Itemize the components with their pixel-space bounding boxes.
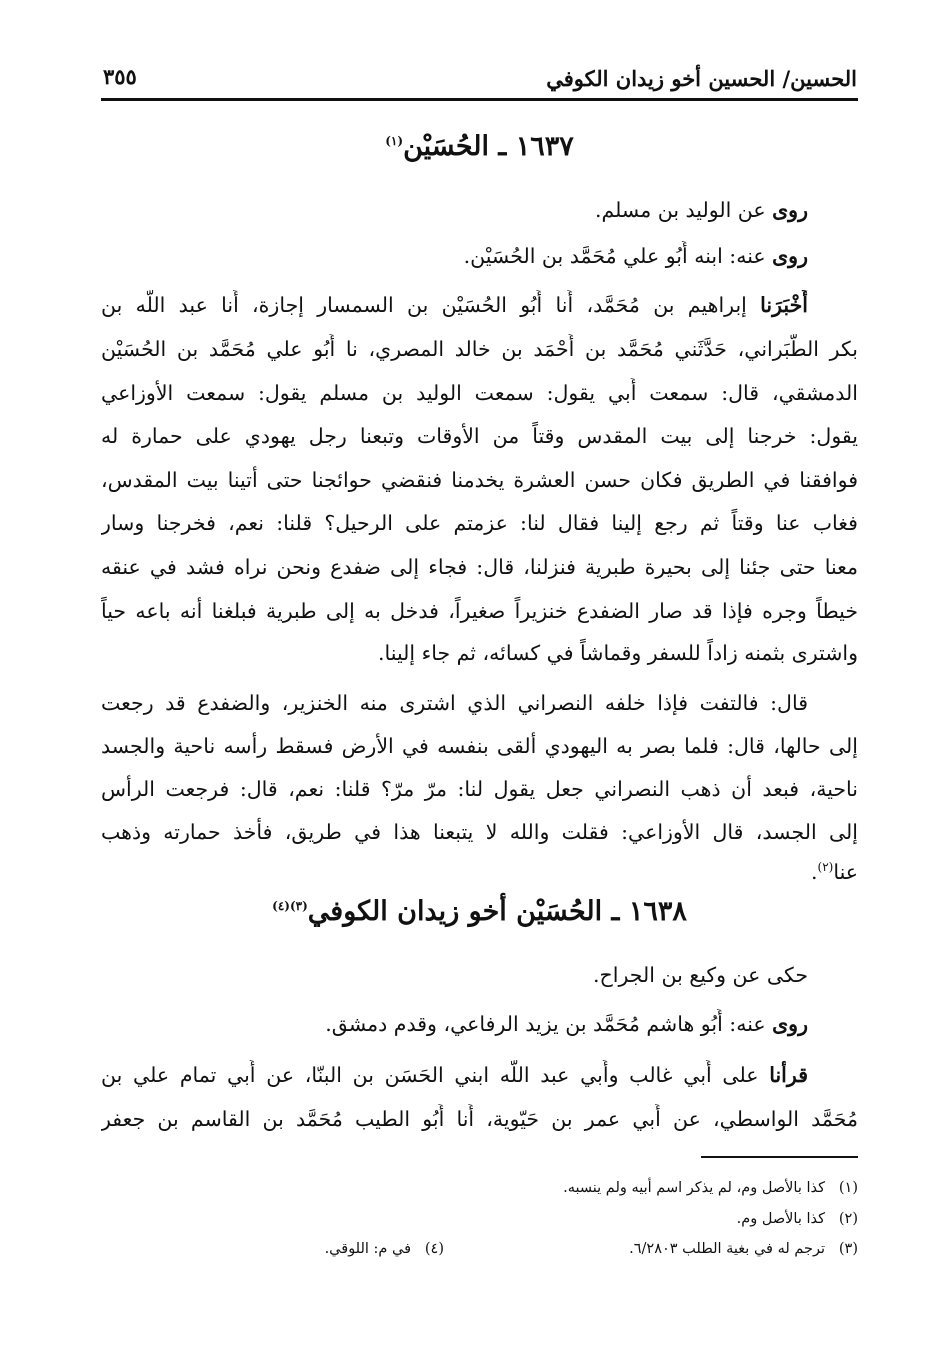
footnote-number: (٤) (424, 1241, 444, 1257)
line-text: عنا (833, 859, 858, 884)
footnote-2 (737, 1211, 858, 1227)
entry-number: ١٦٣٧ (515, 131, 574, 162)
text-line (101, 290, 858, 320)
footnote-text: في م: اللوقي. (324, 1241, 412, 1257)
text-line: يقول: خرجنا إلى بيت المقدس وقتاً من الأوقات وتبعنا رجل يهودي على حمارة له (101, 424, 858, 448)
footnote-ref: (٢) (817, 860, 834, 874)
page-number: ٣٥٥ (103, 64, 137, 89)
footnote-number: (٢) (838, 1211, 858, 1227)
keyword: روى (772, 1012, 808, 1036)
line-text: عن الوليد بن مسلم. (594, 198, 773, 222)
text-line (101, 1009, 858, 1039)
footnote-number: (٣) (838, 1241, 858, 1257)
text-line: خيطاً وجره فإذا قد صار الضفدع خنزيراً صغيراً، فدخل به إلى طبرية فبلغنا أنه باعه حياً (101, 599, 858, 623)
entry-heading-1637 (101, 131, 858, 162)
footnote-text: كذا بالأصل وم. (736, 1211, 826, 1227)
text-line (101, 241, 858, 271)
footnote-ref: (١) (385, 134, 404, 148)
text-line: معنا حتى جئنا إلى بحيرة طبرية فنزلنا، قال: فجاء إلى ضفدع ونحن نراه فشد في عنقه (101, 555, 858, 579)
text-line: إلى حالها، قال: فلما بصر به اليهودي ألقى بنفسه في الأرض فسقط رأسه ناحية والجسد (101, 734, 858, 758)
line-text: إبراهيم بن مُحَمَّد، أَنا أَبُو الحُسَيْن بن السمسار إجازة، أَنا عبد اللَّه بن (101, 293, 761, 317)
entry-heading-1638 (101, 896, 858, 927)
running-header-title: الحسين/ الحسين أخو زيدان الكوفي (546, 66, 857, 91)
text-line (101, 960, 858, 990)
text-line (101, 688, 858, 718)
text-line: إلى الجسد، قال الأوزاعي: فقلت والله لا يتبعنا هذا في طريق، فأخذ حمارته وذهب (101, 820, 858, 844)
keyword: قرأنا (769, 1063, 808, 1087)
line-text: عنه: أَبُو هاشم مُحَمَّد بن يزيد الرفاعي، وقدم دمشق. (325, 1012, 773, 1036)
footnote-rule (701, 1156, 858, 1158)
text-line: الدمشقي، قال: سمعت أَبي يقول: سمعت الوليد بن مسلم يقول: سمعت الأوزاعي (101, 381, 858, 405)
footnote-1 (563, 1180, 858, 1196)
line-text: حكى عن وكيع بن الجراح. (593, 963, 808, 987)
keyword: روى (772, 244, 808, 268)
footnote-3 (629, 1241, 858, 1257)
line-text: . (810, 859, 818, 884)
text-line: فوافقنا في الطريق فكان حسن العشرة يخدمنا فنقضي حوائجنا حتى أتينا بيت المقدس، (101, 468, 858, 492)
footnote-number: (١) (838, 1180, 858, 1196)
text-line (101, 852, 858, 887)
footnote-text: ترجم له في بغية الطلب ٦/٢٨٠٣. (629, 1241, 826, 1257)
text-line: مُحَمَّد الواسطي، عن أَبي عمر بن حَيّوية، أَنا أَبُو الطيب مُحَمَّد بن القاسم بن جعفر (101, 1107, 858, 1131)
footnote-text: كذا بالأصل وم، لم يذكر اسم أبيه ولم ينسبه. (563, 1180, 826, 1196)
text-line (101, 195, 858, 225)
footnote-4 (325, 1241, 444, 1257)
entry-name: الحُسَيْن (403, 131, 490, 162)
entry-separator: ـ (489, 131, 516, 162)
entry-separator: ـ (602, 896, 629, 927)
text-line: ناحية، فبعد أن ذهب النصراني جعل يقول لنا: مرّ مرّ؟ قلنا: نعم، قال: فرجعت الرأس (101, 777, 858, 801)
keyword: روى (772, 198, 808, 222)
header-rule (101, 98, 858, 101)
line-text: عنه: ابنه أَبُو علي مُحَمَّد بن الحُسَيْن. (463, 244, 773, 268)
text-line: فغاب عنا وقتاً ثم رجع إلينا فقال لنا: عزمتم على الرحيل؟ قلنا: نعم، فخرجنا وسار (101, 511, 858, 535)
text-line: واشترى بثمنه زاداً للسفر وقماشاً في كسائه، ثم جاء إلينا. (378, 641, 858, 665)
line-text: على أَبي غالب وأَبي عبد اللَّه ابني الحَسَن بن البنّا، عن أَبي تمام علي بن (101, 1063, 770, 1087)
entry-name: الحُسَيْن أخو زيدان الكوفي (307, 896, 603, 927)
entry-number: ١٦٣٨ (628, 896, 687, 927)
text-line (101, 1060, 858, 1090)
text-line: بكر الطَّبَراني، حَدَّثَني مُحَمَّد بن أَحْمَد بن خالد المصري، نا أَبُو علي مُحَمَّد بن الحُسَيْن (101, 337, 858, 361)
line-text: قال: فالتفت فإذا خلفه النصراني الذي اشترى منه الخنزير، والضفدع قد رجعت (101, 691, 808, 715)
footnote-ref: (٣)(٤) (272, 899, 308, 913)
keyword: أَخْبَرَنا (760, 293, 808, 317)
